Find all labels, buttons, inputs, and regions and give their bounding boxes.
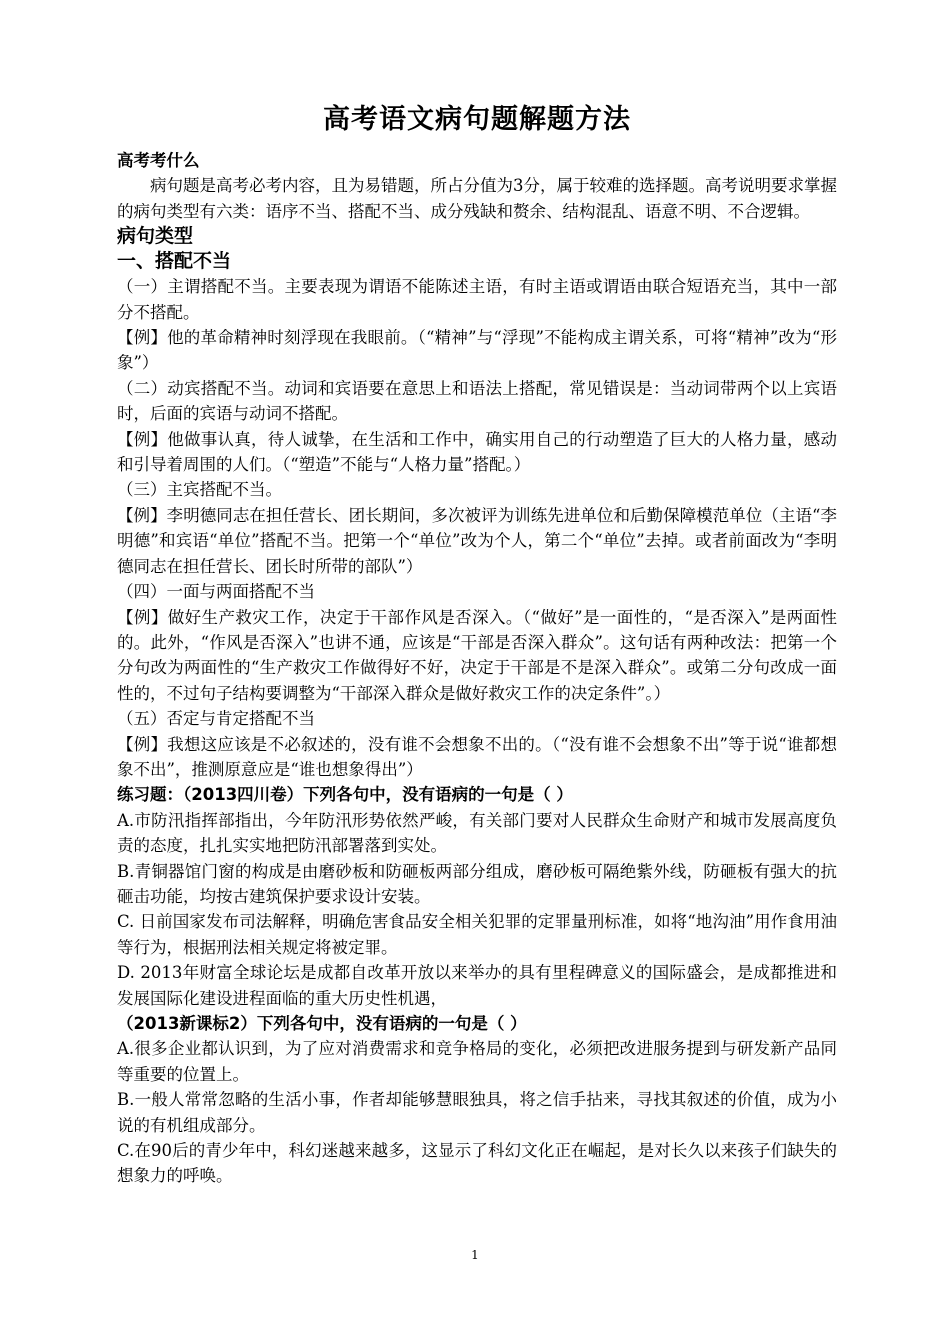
exercise-option: A.市防汛指挥部指出，今年防汛形势依然严峻，有关部门要对人民群众生命财产和城市发展高度负责的态度，扎扎实实地把防汛部署落到实处。: [117, 810, 837, 856]
subheading-collocation: 一、搭配不当: [117, 250, 232, 273]
example-paragraph: 【例】我想这应该是不必叙述的，没有谁不会想象不出的。（“没有谁不会想象不出”等于说“谁都想象不出”，推测原意应是“谁也想象得出”）: [117, 734, 837, 779]
paragraph: （五）否定与肯定搭配不当: [117, 709, 315, 729]
exercise-question-2: （2013新课标2）下列各句中，没有语病的一句是（ ）: [117, 1014, 527, 1033]
exercise-option: B.一般人常常忽略的生活小事，作者却能够慧眼独具，将之信手拈来，寻找其叙述的价值，成为小说的有机组成部分。: [117, 1090, 837, 1135]
document-body: [117, 100, 837, 1189]
example-paragraph: 【例】做好生产救灾工作，决定于干部作风是否深入。（“做好”是一面性的，“是否深入”是两面性的。此外，“作风是否深入”也讲不通，应该是“干部是否深入群众”。这句话有两种改法：把第一个分句改为两面性的“生产救灾工作做得好不好，决定于干部是不是深入群众”。或第二分句改成一面性的，不过句子结构要调整为“干部深入群众是做好救灾工作的决定条件”。）: [117, 607, 837, 703]
paragraph: （三）主宾搭配不当。: [117, 480, 282, 500]
document-title: 高考语文病句题解题方法: [323, 104, 631, 135]
exercise-question-1: 练习题：（2013四川卷）下列各句中，没有语病的一句是（ ）: [117, 785, 573, 805]
paragraph: （四）一面与两面搭配不当: [117, 582, 315, 602]
paragraph: （二）动宾搭配不当。动词和宾语要在意思上和语法上搭配，常见错误是：当动词带两个以上宾语时，后面的宾语与动词不搭配。: [117, 378, 837, 424]
section-heading-types: 病句类型: [117, 225, 194, 248]
exercise-option: C. 日前国家发布司法解释，明确危害食品安全相关犯罪的定罪量刑标准，如将“地沟油”用作食用油等行为，根据刑法相关规定将被定罪。: [117, 912, 837, 957]
exercise-option: C.在90后的青少年中，科幻迷越来越多，这显示了科幻文化正在崛起，是对长久以来孩子们缺失的想象力的呼唤。: [117, 1141, 837, 1186]
exercise-option: A.很多企业都认识到，为了应对消费需求和竞争格局的变化，必须把改进服务提到与研发新产品同等重要的位置上。: [117, 1039, 837, 1084]
section-heading-what: 高考考什么: [117, 151, 200, 170]
example-paragraph: 【例】李明德同志在担任营长、团长期间，多次被评为训练先进单位和后勤保障模范单位（主语“李明德”和宾语“单位”搭配不当。把第一个“单位”改为个人，第二个“单位”去掉。或者前面改为“李明德同志在担任营长、团长时所带的部队”）: [117, 505, 837, 576]
example-paragraph: 【例】他的革命精神时刻浮现在我眼前。（“精神”与“浮现”不能构成主谓关系，可将“精神”改为“形象”）: [117, 328, 837, 373]
exercise-option: B.青铜器馆门窗的构成是由磨砂板和防砸板两部分组成，磨砂板可隔绝紫外线，防砸板有强大的抗砸击功能，均按古建筑保护要求设计安装。: [117, 861, 837, 906]
intro-paragraph: 病句题是高考必考内容，且为易错题，所占分值为3分，属于较难的选择题。高考说明要求掌握的病句类型有六类：语序不当、搭配不当、成分残缺和赘余、结构混乱、语意不明、不合逻辑。: [117, 176, 837, 221]
paragraph: （一）主谓搭配不当。主要表现为谓语不能陈述主语，有时主语或谓语由联合短语充当，其中一部分不搭配。: [117, 277, 837, 322]
exercise-option: D. 2013年财富全球论坛是成都自改革开放以来举办的具有里程碑意义的国际盛会，是成都推进和发展国际化建设进程面临的重大历史性机遇，: [117, 963, 837, 1008]
example-paragraph: 【例】他做事认真，待人诚挚，在生活和工作中，确实用自己的行动塑造了巨大的人格力量，感动和引导着周围的人们。（“塑造”不能与“人格力量”搭配。）: [117, 429, 837, 475]
page-number: 1: [471, 1248, 479, 1262]
